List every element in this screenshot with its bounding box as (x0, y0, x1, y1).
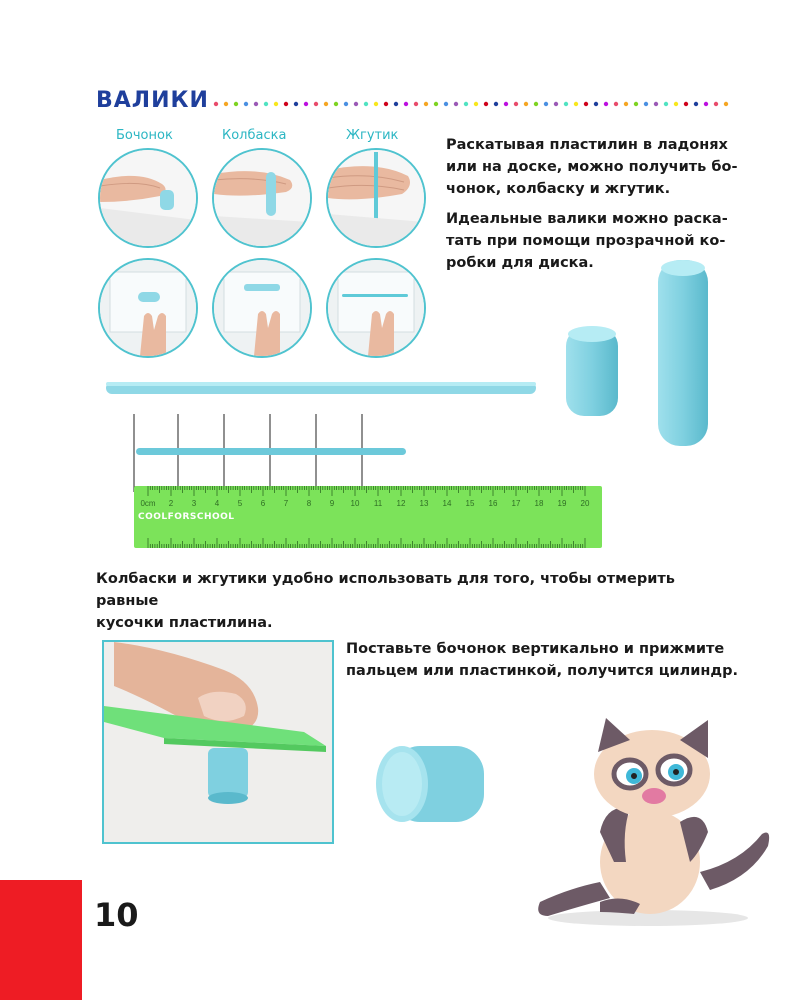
divider-dot (314, 102, 318, 106)
ruler-tick-label: 7 (283, 499, 289, 508)
divider-dot (504, 102, 508, 106)
label-rope: Жгутик (346, 128, 399, 143)
photo-sausage-roll (212, 148, 312, 248)
divider-dot (494, 102, 498, 106)
divider-dot (514, 102, 518, 106)
divider-dot (584, 102, 588, 106)
measure-caption (96, 568, 736, 634)
divider-dot (654, 102, 658, 106)
divider-dot (334, 102, 338, 106)
divider-dot (284, 102, 288, 106)
caption-line: пальцем или пластинкой, получится цилиндр. (346, 663, 739, 679)
divider-dot (724, 102, 728, 106)
ruler-tick-label: 0cm (140, 499, 156, 508)
divider-dot (444, 102, 448, 106)
divider-dot (544, 102, 548, 106)
caption-line: Поставьте бочонок вертикально и прижмите (346, 641, 725, 657)
divider-dot (674, 102, 678, 106)
ruler-tick-label: 20 (580, 499, 590, 508)
ruler-tick-label: 15 (465, 499, 475, 508)
intro-line: Идеальные валики можно раска- (446, 211, 728, 227)
divider-dot (234, 102, 238, 106)
divider-dot (224, 102, 228, 106)
photo-rope-roll (326, 148, 426, 248)
divider-dot (714, 102, 718, 106)
divider-dot (604, 102, 608, 106)
page-number: 10 (94, 896, 139, 934)
divider-dot (564, 102, 568, 106)
divider-dot (384, 102, 388, 106)
photo-barrel-roll (98, 148, 198, 248)
ruler-tick-label: 2 (168, 499, 174, 508)
divider-dot (704, 102, 708, 106)
divider-dot (524, 102, 528, 106)
divider-dot (264, 102, 268, 106)
page-corner-block (0, 880, 82, 1000)
divider-dot (394, 102, 398, 106)
intro-line: тать при помощи прозрачной ко- (446, 233, 726, 249)
divider-dot (294, 102, 298, 106)
divider-dot (424, 102, 428, 106)
ruler-tick-label: 14 (442, 499, 452, 508)
divider-dot (554, 102, 558, 106)
ruler (134, 486, 602, 548)
divider-dot (244, 102, 248, 106)
divider-dot (414, 102, 418, 106)
cylinder-caption (346, 638, 746, 682)
clay-cat-figurine (530, 712, 780, 932)
divider-dot (594, 102, 598, 106)
clay-barrel-and-column (560, 256, 720, 452)
ruler-tick-label: 16 (488, 499, 498, 508)
divider-dot (214, 102, 218, 106)
photo-sausage-box (212, 258, 312, 358)
label-barrel: Бочонок (116, 128, 173, 143)
divider-dot (664, 102, 668, 106)
divider-dot (464, 102, 468, 106)
caption-line: Колбаски и жгутики удобно использовать для того, чтобы отмерить равные (96, 571, 675, 609)
divider-dot (434, 102, 438, 106)
ruler-tick-label: 6 (260, 499, 266, 508)
divider-dot (404, 102, 408, 106)
divider-dot (304, 102, 308, 106)
divider-dot (354, 102, 358, 106)
divider-dot (454, 102, 458, 106)
ruler-tick-label: 5 (237, 499, 243, 508)
intro-line: чонок, колбаску и жгутик. (446, 181, 671, 197)
ruler-tick-label: 11 (373, 499, 383, 508)
intro-line: или на доске, можно получить бо- (446, 159, 738, 175)
divider-dot (534, 102, 538, 106)
photo-pressing-cylinder (102, 640, 334, 844)
clay-barrel-lying (372, 740, 488, 826)
intro-paragraph-1 (446, 134, 746, 200)
ruler-tick-label: 9 (329, 499, 335, 508)
dotted-divider (212, 98, 732, 110)
clay-column (658, 260, 708, 446)
ruler-tick-label: 19 (557, 499, 567, 508)
ruler-tick-label: 3 (191, 499, 197, 508)
divider-dot (474, 102, 478, 106)
ruler-tick-label: 18 (534, 499, 544, 508)
divider-dot (344, 102, 348, 106)
divider-dot (634, 102, 638, 106)
clay-long-sausage (104, 378, 540, 398)
ruler-tick-label: 13 (419, 499, 429, 508)
ruler-brand: COOLFORSCHOOL (138, 512, 235, 522)
ruler-tick-label: 10 (350, 499, 360, 508)
photo-rope-box (326, 258, 426, 358)
divider-dot (324, 102, 328, 106)
divider-dot (624, 102, 628, 106)
ruler-tick-label: 12 (396, 499, 406, 508)
divider-dot (364, 102, 368, 106)
divider-dot (684, 102, 688, 106)
rope-measurement (128, 412, 418, 496)
photo-barrel-box (98, 258, 198, 358)
divider-dot (274, 102, 278, 106)
divider-dot (574, 102, 578, 106)
divider-dot (484, 102, 488, 106)
divider-dot (254, 102, 258, 106)
intro-line: Раскатывая пластилин в ладонях (446, 137, 728, 153)
intro-line: робки для диска. (446, 255, 594, 271)
label-sausage: Колбаска (222, 128, 287, 143)
ruler-tick-label: 17 (511, 499, 521, 508)
divider-dot (614, 102, 618, 106)
divider-dot (694, 102, 698, 106)
ruler-tick-label: 4 (214, 499, 220, 508)
caption-line: кусочки пластилина. (96, 615, 273, 631)
divider-dot (374, 102, 378, 106)
divider-dot (644, 102, 648, 106)
section-title: ВАЛИКИ (96, 88, 209, 113)
ruler-tick-label: 8 (306, 499, 312, 508)
